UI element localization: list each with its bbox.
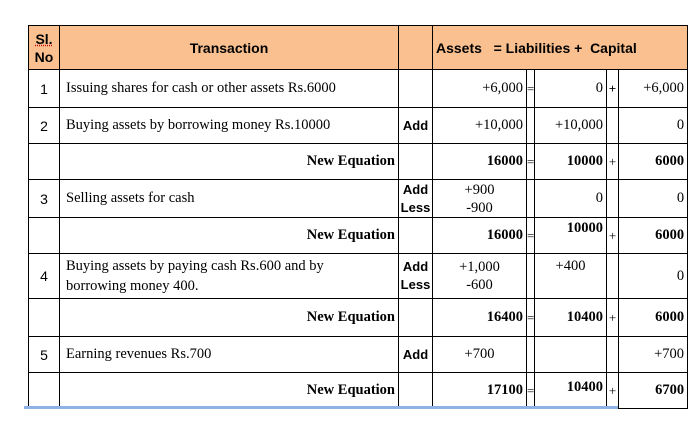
accounting-equation-table [28,25,688,409]
assets-add-value: +1,000 [459,259,500,275]
row-capital: 0 [619,180,688,218]
row-sl-no [29,218,60,254]
row-plus-sign: + [607,144,619,180]
row-sl-no [29,144,60,180]
new-equation-label: New Equation [60,218,399,254]
row-assets: +10,000 [433,108,527,144]
row-sl-no: 4 [29,254,60,299]
row-equals-sign: = [527,70,535,108]
row-equals-sign [527,180,535,218]
row-equals-sign [527,337,535,373]
row-equals-sign: = [527,299,535,337]
row-assets [433,254,527,299]
row-capital: 0 [619,108,688,144]
assets-less-value: -900 [466,199,493,216]
new-equation-label: New Equation [60,299,399,337]
row-capital: 6000 [619,299,688,337]
row-action [399,180,433,218]
accounting-equation-table-container [28,25,685,409]
row-sl-no [29,373,60,409]
action-add: Add [402,181,429,197]
row-equals-sign: = [527,218,535,254]
row-liabilities: 0 [535,70,607,108]
row-liabilities: +400 [535,254,607,299]
row-liabilities: 10000 [535,144,607,180]
action-less: Less [400,199,431,215]
bottom-divider [24,406,618,409]
row-liabilities: 0 [535,180,607,218]
row-action [399,218,433,254]
row-capital: 0 [619,254,688,299]
row-sl-no: 3 [29,180,60,218]
new-equation-row [29,373,688,409]
row-action [399,70,433,108]
row-assets: +6,000 [433,70,527,108]
row-equals-sign: = [527,144,535,180]
row-action: Add [399,108,433,144]
row-plus-sign [607,337,619,373]
row-transaction: Buying assets by borrowing money Rs.10000 [60,108,399,144]
row-capital: 6700 [619,373,688,409]
table-row [29,254,688,299]
row-liabilities [535,218,607,254]
row-assets: 17100 [433,373,527,409]
row-liabilities: 10400 [535,299,607,337]
liabilities-value: 10400 [566,379,603,395]
new-equation-label: New Equation [60,144,399,180]
row-action [399,373,433,409]
row-action [399,144,433,180]
liabilities-value: 10000 [566,220,603,236]
row-sl-no: 5 [29,337,60,373]
row-plus-sign [607,180,619,218]
row-plus-sign: + [607,218,619,254]
new-equation-row [29,218,688,254]
row-assets: 16000 [433,218,527,254]
transaction-line-1: Buying assets by paying cash Rs.600 and by [66,258,324,274]
row-action [399,254,433,299]
row-capital: 6000 [619,218,688,254]
row-capital: +700 [619,337,688,373]
table-row [29,337,688,373]
row-liabilities [535,373,607,409]
row-plus-sign [607,108,619,144]
new-equation-row [29,144,688,180]
row-sl-no: 2 [29,108,60,144]
row-plus-sign: + [607,70,619,108]
action-add: Add [402,259,429,274]
row-assets: 16400 [433,299,527,337]
row-liabilities [535,337,607,373]
row-transaction: Selling assets for cash [60,180,399,218]
table-row [29,180,688,218]
row-action: Add [399,337,433,373]
row-liabilities: +10,000 [535,108,607,144]
assets-add-value: +900 [464,181,495,198]
row-plus-sign: + [607,299,619,337]
row-sl-no: 1 [29,70,60,108]
row-capital: +6,000 [619,70,688,108]
header-sl-no: Sl. No [29,26,60,70]
row-plus-sign: + [607,373,619,409]
row-plus-sign [607,254,619,299]
row-action [399,299,433,337]
row-transaction: Earning revenues Rs.700 [60,337,399,373]
header-transaction: Transaction [60,26,399,70]
row-capital: 6000 [619,144,688,180]
transaction-line-2: borrowing money 400. [66,278,199,294]
row-sl-no [29,299,60,337]
row-transaction: Issuing shares for cash or other assets Rs.6000 [60,70,399,108]
action-less: Less [400,277,431,292]
row-transaction [60,254,399,299]
row-equals-sign [527,254,535,299]
table-row [29,108,688,144]
header-equation: Assets = Liabilities + Capital [433,26,688,70]
new-equation-label: New Equation [60,373,399,409]
table-row [29,70,688,108]
row-assets: +700 [433,337,527,373]
header-action [399,26,433,70]
row-equals-sign: = [527,373,535,409]
assets-less-value: -600 [466,277,493,293]
new-equation-row [29,299,688,337]
row-assets: 16000 [433,144,527,180]
row-equals-sign [527,108,535,144]
header-row [29,26,688,70]
row-assets [433,180,527,218]
